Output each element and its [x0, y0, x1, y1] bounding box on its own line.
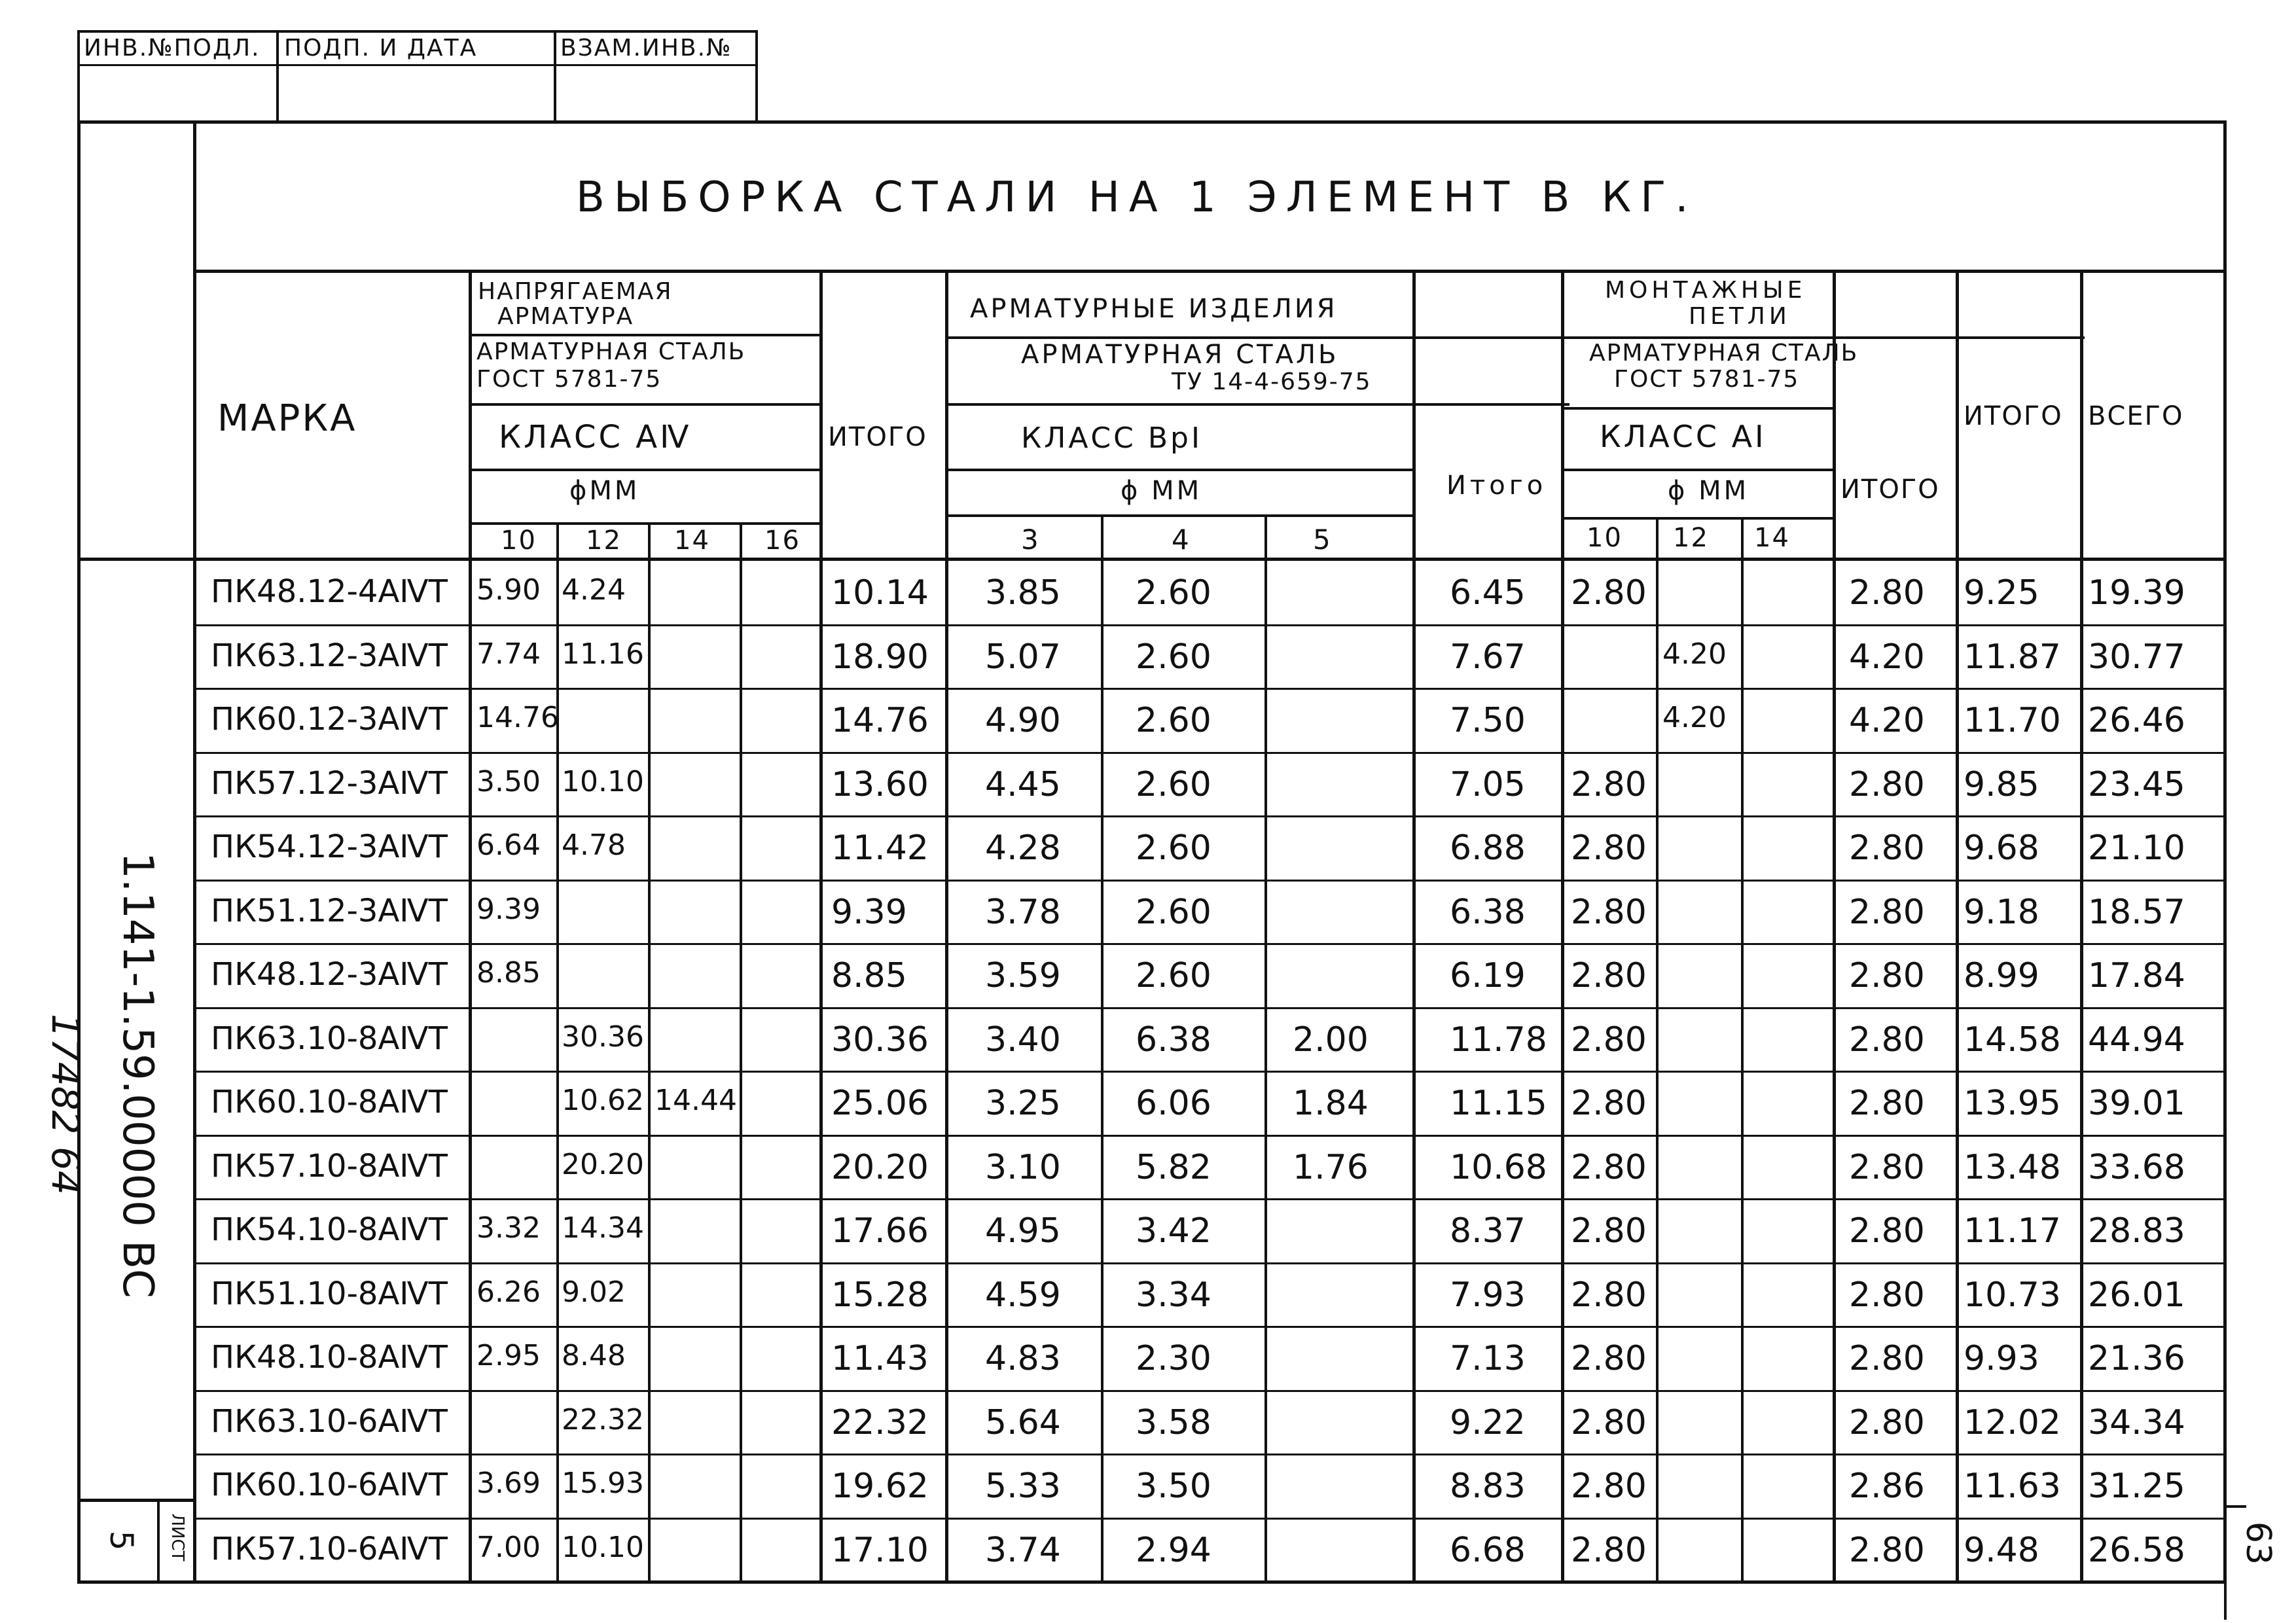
- cell-it4: 8.99: [1964, 956, 2039, 995]
- cell-a10: 7.74: [476, 637, 541, 671]
- row-divider: [196, 943, 2227, 945]
- cell-c10: 2.80: [1571, 1275, 1647, 1315]
- diam-a4-14: 14: [674, 526, 710, 556]
- cell-it1: 14.76: [831, 701, 929, 740]
- cell-c10: 2.80: [1571, 1148, 1647, 1187]
- cell-it3: 4.20: [1849, 701, 1925, 740]
- header-mount-loops-1: МОНТАЖНЫЕ: [1605, 277, 1806, 304]
- cell-it1: 20.20: [831, 1148, 929, 1187]
- cell-b4: 3.34: [1136, 1275, 1211, 1315]
- header-prestressed-2: АРМАТУРА: [497, 303, 634, 330]
- cell-it4: 9.18: [1964, 893, 2039, 932]
- cell-b3: 3.10: [985, 1148, 1061, 1187]
- cell-b4: 2.94: [1136, 1531, 1211, 1570]
- cell-total: 39.01: [2088, 1084, 2185, 1123]
- cell-it1: 19.62: [831, 1467, 929, 1506]
- cell-b3: 3.85: [985, 573, 1061, 613]
- diam-a1-10: 10: [1587, 523, 1623, 553]
- stamp-inv-podl: ИНВ.№ПОДЛ.: [84, 35, 260, 62]
- cell-a10: 3.32: [476, 1211, 541, 1245]
- diam-a4-12: 12: [586, 526, 622, 556]
- frame-left: [77, 120, 81, 1584]
- cell-a10: 6.64: [476, 829, 541, 862]
- cell-b4: 3.58: [1136, 1403, 1211, 1442]
- diam-a1-12: 12: [1673, 523, 1709, 553]
- cell-it3: 2.80: [1849, 1148, 1925, 1187]
- cell-it2: 8.37: [1450, 1211, 1526, 1251]
- cell-a14: 14.44: [655, 1084, 737, 1117]
- row-divider: [196, 1135, 2227, 1137]
- sheet-box-divider: [157, 1499, 160, 1584]
- header-bottom: [77, 558, 2227, 561]
- cell-a12: 20.20: [562, 1148, 644, 1181]
- row-mark: ПК63.10-8АⅣТ: [211, 1020, 448, 1057]
- cell-c10: 2.80: [1571, 765, 1647, 804]
- cell-a12: 15.93: [562, 1467, 644, 1500]
- stamp-border: [77, 64, 758, 66]
- cell-a12: 9.02: [562, 1275, 626, 1309]
- cell-it2: 9.22: [1450, 1403, 1526, 1442]
- header-itogo-4: ИТОГО: [1964, 401, 2063, 431]
- cell-it2: 8.83: [1450, 1467, 1526, 1506]
- page-corner-h: [2227, 1505, 2246, 1508]
- cell-it1: 13.60: [831, 765, 929, 804]
- cell-total: 18.57: [2088, 893, 2185, 932]
- cell-b3: 4.90: [985, 701, 1061, 740]
- header-line: [469, 522, 819, 525]
- cell-b3: 5.33: [985, 1467, 1061, 1506]
- cell-it1: 15.28: [831, 1275, 929, 1315]
- cell-c10: 2.80: [1571, 1531, 1647, 1570]
- cell-total: 28.83: [2088, 1211, 2185, 1251]
- row-mark: ПК60.10-8АⅣТ: [211, 1084, 448, 1120]
- cell-it2: 11.78: [1450, 1020, 1547, 1060]
- header-steel-tu-1: АРМАТУРНАЯ СТАЛЬ: [1021, 340, 1339, 370]
- cell-a12: 22.32: [562, 1403, 644, 1436]
- header-itogo-3: ИТОГО: [1840, 474, 1940, 505]
- header-arm-items: АРМАТУРНЫЕ ИЗДЕЛИЯ: [970, 294, 1338, 324]
- header-steel-gost2-1: АРМАТУРНАЯ СТАЛЬ: [1589, 340, 1859, 366]
- diam-a1-14: 14: [1754, 523, 1790, 553]
- column-divider: [2080, 270, 2083, 1582]
- cell-total: 19.39: [2088, 573, 2185, 613]
- cell-b3: 4.28: [985, 829, 1061, 868]
- row-mark: ПК48.12-3АⅣТ: [211, 956, 448, 993]
- cell-b4: 2.60: [1136, 893, 1211, 932]
- header-phi-mm-2: ϕ ММ: [1121, 476, 1202, 506]
- cell-a12: 10.10: [562, 765, 644, 798]
- column-divider: [1956, 270, 1959, 1582]
- header-marka: МАРКА: [217, 397, 357, 440]
- cell-b4: 6.06: [1136, 1084, 1211, 1123]
- row-divider: [196, 752, 2227, 754]
- diam-bp-5: 5: [1313, 524, 1332, 556]
- cell-it1: 9.39: [831, 893, 907, 932]
- row-mark: ПК51.12-3АⅣТ: [211, 893, 448, 929]
- cell-it4: 9.85: [1964, 765, 2039, 804]
- cell-it2: 6.45: [1450, 573, 1526, 613]
- cell-b4: 3.50: [1136, 1467, 1211, 1506]
- cell-total: 33.68: [2088, 1148, 2185, 1187]
- cell-it1: 30.36: [831, 1020, 929, 1060]
- stamp-border: [755, 30, 758, 122]
- header-mount-loops-2: ПЕТЛИ: [1689, 303, 1791, 330]
- cell-it2: 6.38: [1450, 893, 1526, 932]
- row-divider: [196, 1518, 2227, 1520]
- cell-it4: 11.70: [1964, 701, 2061, 740]
- cell-it4: 9.68: [1964, 829, 2039, 868]
- cell-c10: 2.80: [1571, 1467, 1647, 1506]
- page-corner-v: [2224, 1580, 2227, 1620]
- cell-b3: 4.45: [985, 765, 1061, 804]
- cell-b3: 3.78: [985, 893, 1061, 932]
- row-mark: ПК57.10-6АⅣТ: [211, 1531, 448, 1567]
- column-divider: [1833, 407, 1836, 558]
- cell-it3: 2.86: [1849, 1467, 1925, 1506]
- cell-it2: 7.50: [1450, 701, 1526, 740]
- stamp-podp-data: ПОДП. И ДАТА: [284, 35, 478, 62]
- row-divider: [196, 1071, 2227, 1073]
- cell-it1: 17.66: [831, 1211, 929, 1251]
- column-divider: [1561, 270, 1564, 1582]
- cell-a12: 14.34: [562, 1211, 644, 1245]
- cell-it1: 18.90: [831, 637, 929, 677]
- cell-b4: 2.60: [1136, 573, 1211, 613]
- cell-it2: 6.19: [1450, 956, 1526, 995]
- doc-code: 1.141-1.59.00000 ВС: [113, 852, 162, 1298]
- cell-c10: 2.80: [1571, 1339, 1647, 1378]
- frame-right: [2223, 120, 2227, 1584]
- cell-it3: 2.80: [1849, 829, 1925, 868]
- cell-b3: 4.83: [985, 1339, 1061, 1378]
- cell-it1: 8.85: [831, 956, 907, 995]
- cell-it3: 2.80: [1849, 573, 1925, 613]
- cell-it1: 17.10: [831, 1531, 929, 1570]
- column-divider: [1656, 517, 1659, 1582]
- cell-it3: 2.80: [1849, 1020, 1925, 1060]
- row-mark: ПК54.10-8АⅣТ: [211, 1211, 448, 1248]
- header-line: [945, 514, 1412, 517]
- row-mark: ПК63.10-6АⅣТ: [211, 1403, 448, 1440]
- page-number: 63: [2238, 1521, 2278, 1565]
- cell-a12: 4.24: [562, 573, 626, 607]
- cell-total: 31.25: [2088, 1467, 2185, 1506]
- cell-a12: 4.78: [562, 829, 626, 862]
- cell-c12: 4.20: [1662, 637, 1727, 671]
- sheet-label: ЛИСТ: [168, 1513, 187, 1561]
- cell-b3: 4.59: [985, 1275, 1061, 1315]
- cell-a10: 3.69: [476, 1467, 541, 1500]
- cell-it2: 11.15: [1450, 1084, 1547, 1123]
- cell-it4: 12.02: [1964, 1403, 2061, 1442]
- cell-it4: 10.73: [1964, 1275, 2061, 1315]
- column-divider: [819, 270, 823, 1582]
- title-divider: [193, 270, 2227, 273]
- cell-total: 26.01: [2088, 1275, 2185, 1315]
- cell-a10: 3.50: [476, 765, 541, 798]
- header-itogo-1: ИТОГО: [828, 422, 927, 452]
- frame-top: [77, 120, 2227, 124]
- row-mark: ПК51.10-8АⅣТ: [211, 1275, 448, 1312]
- cell-it3: 2.80: [1849, 765, 1925, 804]
- cell-a12: 10.10: [562, 1531, 644, 1564]
- handwritten-note: 17482 64: [43, 1014, 88, 1195]
- row-divider: [196, 815, 2227, 817]
- column-divider: [1101, 516, 1103, 1582]
- cell-b5: 2.00: [1293, 1020, 1369, 1060]
- cell-b5: 1.76: [1293, 1148, 1369, 1187]
- column-divider: [556, 524, 559, 1582]
- stamp-border: [77, 30, 80, 122]
- row-divider: [196, 1007, 2227, 1009]
- diam-a4-10: 10: [501, 526, 537, 556]
- header-line: [1561, 336, 2085, 339]
- cell-b4: 2.60: [1136, 701, 1211, 740]
- row-divider: [196, 1262, 2227, 1264]
- cell-it4: 9.25: [1964, 573, 2039, 613]
- row-divider: [196, 880, 2227, 882]
- cell-total: 26.58: [2088, 1531, 2185, 1570]
- header-line: [945, 403, 1570, 406]
- row-divider: [196, 1390, 2227, 1392]
- cell-b3: 4.95: [985, 1211, 1061, 1251]
- cell-total: 30.77: [2088, 637, 2185, 677]
- cell-c10: 2.80: [1571, 829, 1647, 868]
- cell-a10: 9.39: [476, 893, 541, 926]
- row-mark: ПК57.10-8АⅣТ: [211, 1148, 448, 1185]
- cell-a12: 8.48: [562, 1339, 626, 1372]
- cell-c10: 2.80: [1571, 1403, 1647, 1442]
- header-steel-gost-1: АРМАТУРНАЯ СТАЛЬ: [476, 338, 746, 365]
- cell-a10: 7.00: [476, 1531, 541, 1564]
- row-divider: [196, 1198, 2227, 1200]
- row-mark: ПК54.12-3АⅣТ: [211, 829, 448, 865]
- cell-c10: 2.80: [1571, 1211, 1647, 1251]
- page-title: ВЫБОРКА СТАЛИ НА 1 ЭЛЕМЕНТ В КГ.: [576, 173, 1698, 222]
- cell-b3: 5.64: [985, 1403, 1061, 1442]
- column-divider: [1412, 270, 1416, 1582]
- cell-it3: 2.80: [1849, 1403, 1925, 1442]
- cell-it3: 2.80: [1849, 1339, 1925, 1378]
- cell-it2: 6.68: [1450, 1531, 1526, 1570]
- cell-total: 44.94: [2088, 1020, 2185, 1060]
- header-prestressed-1: НАПРЯГАЕМАЯ: [478, 278, 673, 305]
- cell-a10: 8.85: [476, 956, 541, 990]
- cell-a10: 6.26: [476, 1275, 541, 1309]
- cell-a10: 5.90: [476, 573, 541, 607]
- cell-b4: 6.38: [1136, 1020, 1211, 1060]
- frame-bottom: [77, 1580, 2227, 1584]
- column-divider: [945, 270, 948, 1582]
- column-divider: [740, 524, 742, 1582]
- cell-total: 21.36: [2088, 1339, 2185, 1378]
- cell-b4: 2.60: [1136, 765, 1211, 804]
- cell-it2: 7.13: [1450, 1339, 1526, 1378]
- cell-it4: 9.48: [1964, 1531, 2039, 1570]
- cell-b5: 1.84: [1293, 1084, 1369, 1123]
- row-mark: ПК48.12-4АⅣТ: [211, 573, 448, 610]
- cell-it4: 9.93: [1964, 1339, 2039, 1378]
- row-divider: [196, 1454, 2227, 1455]
- cell-it4: 11.87: [1964, 637, 2061, 677]
- row-mark: ПК48.10-8АⅣТ: [211, 1339, 448, 1376]
- cell-c12: 4.20: [1662, 701, 1727, 734]
- column-divider: [1741, 517, 1744, 1582]
- cell-c10: 2.80: [1571, 573, 1647, 613]
- cell-b4: 5.82: [1136, 1148, 1211, 1187]
- cell-it2: 7.05: [1450, 765, 1526, 804]
- cell-a12: 30.36: [562, 1020, 644, 1054]
- cell-it4: 11.17: [1964, 1211, 2061, 1251]
- diam-bp-3: 3: [1021, 524, 1040, 556]
- cell-b3: 3.40: [985, 1020, 1061, 1060]
- cell-it3: 2.80: [1849, 1275, 1925, 1315]
- cell-it1: 10.14: [831, 573, 929, 613]
- header-class-bp1: КЛАСС ВрI: [1021, 421, 1202, 455]
- cell-b3: 3.59: [985, 956, 1061, 995]
- header-vsego: ВСЕГО: [2088, 401, 2184, 431]
- cell-total: 26.46: [2088, 701, 2185, 740]
- header-line: [469, 334, 819, 336]
- diam-a4-16: 16: [764, 526, 800, 556]
- header-line: [1561, 517, 1833, 520]
- column-divider: [648, 524, 651, 1582]
- cell-it4: 13.48: [1964, 1148, 2061, 1187]
- row-divider: [196, 624, 2227, 626]
- cell-it4: 13.95: [1964, 1084, 2061, 1123]
- stamp-vzam-inv: ВЗАМ.ИНВ.№: [560, 35, 732, 62]
- cell-it1: 25.06: [831, 1084, 929, 1123]
- header-line: [469, 403, 819, 406]
- cell-total: 34.34: [2088, 1403, 2185, 1442]
- cell-a10: 14.76: [476, 701, 559, 734]
- row-mark: ПК60.12-3АⅣТ: [211, 701, 448, 738]
- cell-b3: 5.07: [985, 637, 1061, 677]
- cell-it3: 2.80: [1849, 1211, 1925, 1251]
- header-line: [1561, 407, 1833, 410]
- header-phi-mm-3: ϕ ММ: [1668, 476, 1749, 506]
- cell-c10: 2.80: [1571, 1084, 1647, 1123]
- cell-total: 21.10: [2088, 829, 2185, 868]
- header-phi-mm-1: ϕММ: [569, 476, 640, 506]
- cell-b3: 3.25: [985, 1084, 1061, 1123]
- cell-it2: 7.93: [1450, 1275, 1526, 1315]
- header-steel-tu-2: ТУ 14-4-659-75: [1172, 368, 1372, 395]
- row-divider: [196, 688, 2227, 690]
- cell-b4: 2.60: [1136, 956, 1211, 995]
- cell-a12: 10.62: [562, 1084, 644, 1117]
- cell-it3: 2.80: [1849, 1531, 1925, 1570]
- cell-it2: 7.67: [1450, 637, 1526, 677]
- row-mark: ПК57.12-3АⅣТ: [211, 765, 448, 802]
- header-class-a1: КЛАСС АI: [1600, 419, 1767, 454]
- cell-it1: 22.32: [831, 1403, 929, 1442]
- diam-bp-4: 4: [1172, 524, 1191, 556]
- column-divider: [469, 270, 472, 1582]
- header-steel-gost-2: ГОСТ 5781-75: [476, 366, 662, 393]
- side-strip-divider: [193, 120, 196, 1584]
- row-mark: ПК63.12-3АⅣТ: [211, 637, 448, 674]
- cell-it2: 10.68: [1450, 1148, 1547, 1187]
- cell-it2: 6.88: [1450, 829, 1526, 868]
- sheet-number: 5: [103, 1530, 139, 1551]
- cell-it4: 14.58: [1964, 1020, 2061, 1060]
- stamp-border: [77, 30, 758, 33]
- header-line: [1561, 469, 1833, 471]
- cell-a12: 11.16: [562, 637, 644, 671]
- cell-total: 23.45: [2088, 765, 2185, 804]
- cell-it4: 11.63: [1964, 1467, 2061, 1506]
- header-steel-gost2-2: ГОСТ 5781-75: [1614, 366, 1800, 393]
- cell-it3: 2.80: [1849, 956, 1925, 995]
- cell-c10: 2.80: [1571, 1020, 1647, 1060]
- header-class-a4: КЛАСС АⅣ: [499, 419, 692, 455]
- cell-c10: 2.80: [1571, 893, 1647, 932]
- cell-it3: 4.20: [1849, 637, 1925, 677]
- cell-b3: 3.74: [985, 1531, 1061, 1570]
- cell-b4: 2.30: [1136, 1339, 1211, 1378]
- row-mark: ПК60.10-6АⅣТ: [211, 1467, 448, 1503]
- cell-it3: 2.80: [1849, 893, 1925, 932]
- cell-it1: 11.42: [831, 829, 929, 868]
- cell-b4: 2.60: [1136, 829, 1211, 868]
- cell-a10: 2.95: [476, 1339, 541, 1372]
- stamp-border: [276, 30, 279, 122]
- cell-it1: 11.43: [831, 1339, 929, 1378]
- cell-it3: 2.80: [1849, 1084, 1925, 1123]
- header-line: [945, 336, 1570, 339]
- header-line: [945, 469, 1412, 471]
- header-line: [469, 469, 819, 471]
- stamp-border: [554, 30, 556, 122]
- cell-b4: 2.60: [1136, 637, 1211, 677]
- sheet-box-top: [77, 1499, 196, 1502]
- cell-c10: 2.80: [1571, 956, 1647, 995]
- row-divider: [196, 1326, 2227, 1328]
- column-divider: [1265, 516, 1267, 1582]
- cell-b4: 3.42: [1136, 1211, 1211, 1251]
- cell-total: 17.84: [2088, 956, 2185, 995]
- header-itogo-2: Итого: [1446, 471, 1547, 501]
